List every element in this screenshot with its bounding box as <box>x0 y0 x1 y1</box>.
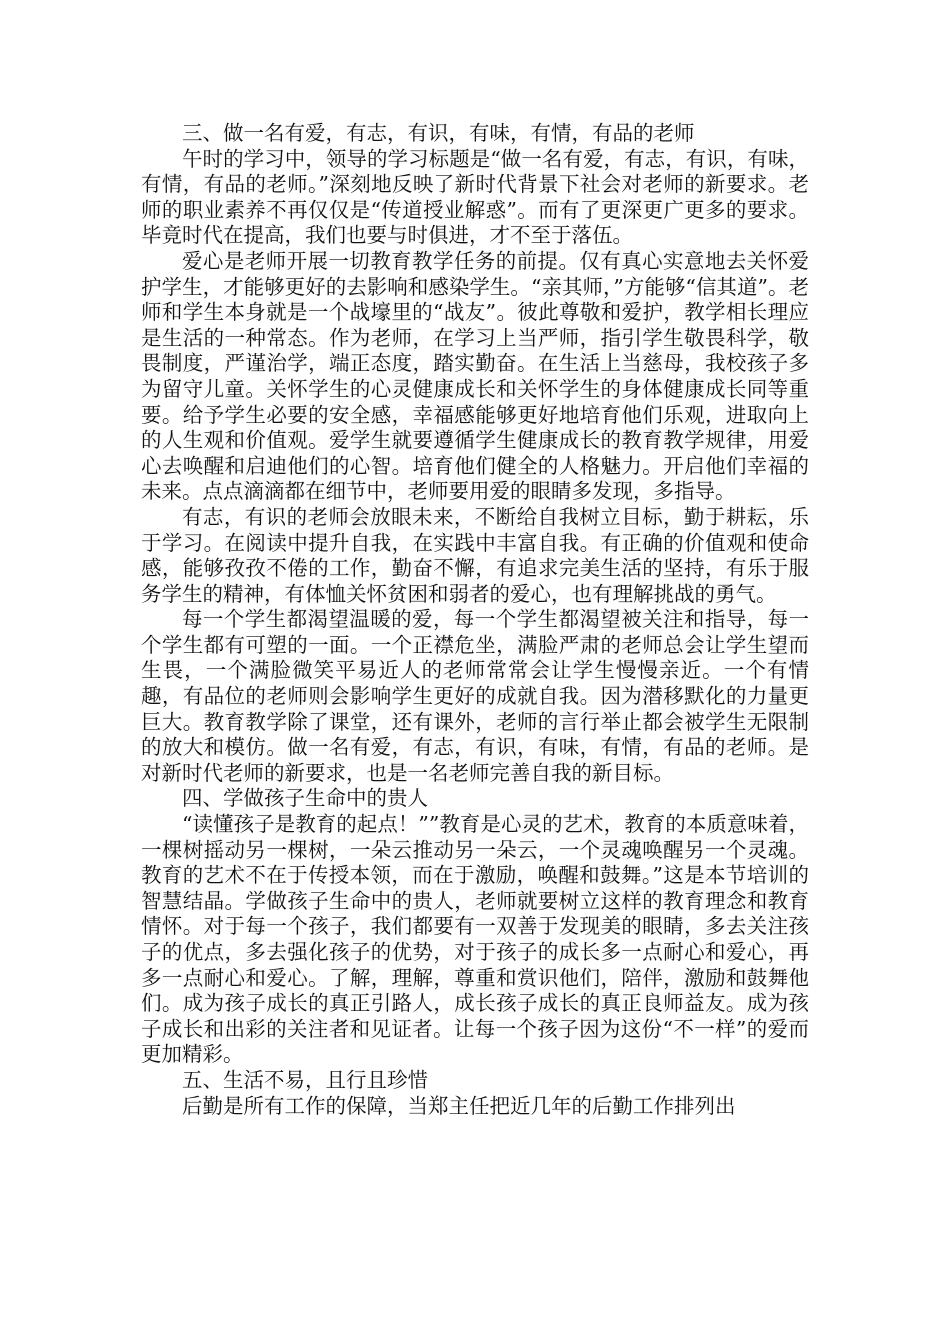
paragraph: 有志，有识的老师会放眼未来，不断给自我树立目标，勤于耕耘，乐于学习。在阅读中提升自我，在实践中丰富自我。有正确的价值观和使命感，能够孜孜不倦的工作，勤奋不懈，有追求完美生活的坚持，有乐于服务学生的精神，有体恤关怀贫困和弱者的爱心，也有理解挑战的勇气。 <box>141 504 809 606</box>
paragraph: 后勤是所有工作的保障，当郑主任把近几年的后勤工作排列出 <box>182 1093 736 1118</box>
document-page <box>141 121 809 1119</box>
paragraph: 午时的学习中，领导的学习标题是“做一名有爱，有志，有识，有味，有情，有品的老师。”深刻地反映了新时代背景下社会对老师的新要求。老师的职业素养不再仅仅是“传道授业解惑”。而有了更深更广更多的要求。毕竟时代在提高，我们也要与时俱进，才不至于落伍。 <box>141 146 809 248</box>
paragraph: 每一个学生都渴望温暖的爱，每一个学生都渴望被关注和指导，每一个学生都有可塑的一面。一个正襟危坐，满脸严肃的老师总会让学生望而生畏，一个满脸微笑平易近人的老师常常会让学生慢慢亲近。一个有情趣，有品位的老师则会影响学生更好的成就自我。因为潜移默化的力量更巨大。教育教学除了课堂，还有课外，老师的言行举止都会被学生无限制的放大和模仿。做一名有爱，有志，有识，有味，有情，有品的老师。是对新时代老师的新要求，也是一名老师完善自我的新目标。 <box>141 607 809 785</box>
paragraph: “读懂孩子是教育的起点！””教育是心灵的艺术，教育的本质意味着，一棵树摇动另一棵树，一朵云推动另一朵云，一个灵魂唤醒另一个灵魂。教育的艺术不在于传授本领，而在于激励，唤醒和鼓舞。”这是本节培训的智慧结晶。学做孩子生命中的贵人，老师就要树立这样的教育理念和教育情怀。对于每一个孩子，我们都要有一双善于发现美的眼睛，多去关注孩子的优点，多去强化孩子的优势，对于孩子的成长多一点耐心和爱心，再多一点耐心和爱心。了解，理解，尊重和赏识他们，陪伴，激励和鼓舞他们。成为孩子成长的真正引路人，成长孩子成长的真正良师益友。成为孩子成长和出彩的关注者和见证者。让每一个孩子因为这份“不一样”的爱而更加精彩。 <box>141 812 809 1067</box>
heading-section-3: 三、做一名有爱，有志，有识，有味，有情，有品的老师 <box>182 121 695 145</box>
heading-section-5: 五、生活不易，且行且珍惜 <box>182 1067 428 1092</box>
paragraph: 爱心是老师开展一切教育教学任务的前提。仅有真心实意地去关怀爱护学生，才能够更好的去影响和感染学生。“亲其师，”方能够“信其道”。老师和学生本身就是一个战壕里的“战友”。彼此尊敬和爱护，教学相长理应是生活的一种常态。作为老师，在学习上当严师，指引学生敬畏科学，敬畏制度，严谨治学，端正态度，踏实勤奋。在生活上当慈母，我校孩子多为留守儿童。关怀学生的心灵健康成长和关怀学生的身体健康成长同等重要。给予学生必要的安全感，幸福感能够更好地培育他们乐观，进取向上的人生观和价值观。爱学生就要遵循学生健康成长的教育教学规律，用爱心去唤醒和启迪他们的心智。培育他们健全的人格魅力。开启他们幸福的未来。点点滴滴都在细节中，老师要用爱的眼睛多发现，多指导。 <box>141 248 809 504</box>
heading-section-4: 四、学做孩子生命中的贵人 <box>182 786 428 811</box>
